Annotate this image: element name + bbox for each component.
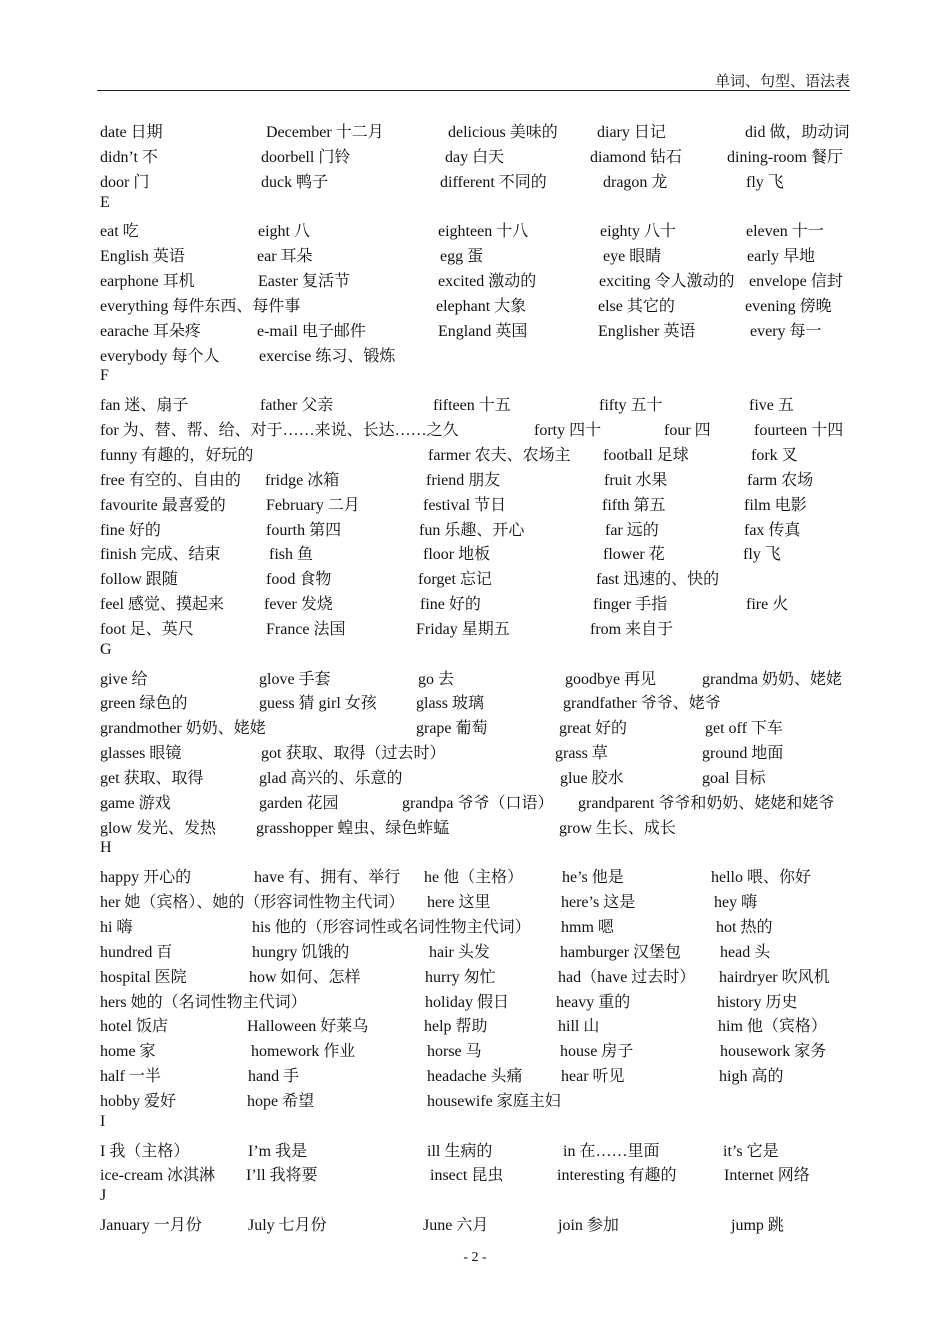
- word-entry: film 电影: [744, 496, 807, 514]
- word-entry: far 远的: [605, 521, 659, 539]
- word-entry: grass 草: [555, 745, 608, 763]
- word-row: [0, 788, 950, 813]
- word-entry: his 他的（形容词性或名词性物主代词）: [252, 919, 531, 936]
- word-entry: head 头: [720, 943, 771, 961]
- word-entry: fridge 冰箱: [265, 471, 340, 489]
- section-letter: E: [100, 193, 110, 211]
- word-entry: fine 好的: [100, 521, 161, 539]
- word-entry: go 去: [418, 670, 455, 688]
- word-entry: grandma 奶奶、姥姥: [702, 670, 842, 688]
- word-entry: favourite 最喜爱的: [100, 496, 226, 514]
- word-row: [0, 962, 950, 987]
- word-entry: garden 花园: [259, 794, 339, 812]
- word-entry: hot 热的: [716, 919, 773, 936]
- word-entry: ill 生病的: [427, 1142, 493, 1160]
- word-entry: exercise 练习、锻炼: [259, 347, 396, 365]
- word-entry: glasses 眼镜: [100, 745, 182, 763]
- word-entry: fast 迅速的、快的: [596, 571, 720, 589]
- word-entry: hair 头发: [429, 943, 490, 961]
- word-entry: ear 耳朵: [257, 248, 313, 266]
- word-entry: dining-room 餐厅: [727, 148, 843, 166]
- word-entry: goodbye 再见: [565, 670, 657, 688]
- word-entry: he 他（主格）: [424, 869, 524, 887]
- word-entry: fax 传真: [744, 521, 801, 539]
- word-entry: grandmother 奶奶、姥姥: [100, 720, 266, 738]
- word-entry: from 来自于: [590, 620, 674, 638]
- word-entry: headache 头痛: [427, 1068, 523, 1086]
- page-number: - 2 -: [463, 1250, 487, 1265]
- word-entry: January 一月份: [100, 1217, 202, 1235]
- word-row: [0, 1160, 950, 1185]
- word-row: [0, 1011, 950, 1036]
- word-entry: jump 跳: [731, 1217, 784, 1235]
- word-entry: horse 马: [427, 1043, 482, 1061]
- word-entry: hotel 饭店: [100, 1018, 168, 1036]
- word-entry: duck 鸭子: [261, 173, 329, 191]
- word-entry: earache 耳朵疼: [100, 322, 201, 340]
- word-row: [0, 1036, 950, 1061]
- word-entry: have 有、拥有、举行: [254, 869, 401, 887]
- word-entry: Friday 星期五: [416, 620, 510, 638]
- word-entry: happy 开心的: [100, 869, 192, 887]
- word-entry: finger 手指: [593, 596, 668, 614]
- word-entry: hairdryer 吹风机: [719, 968, 830, 986]
- word-entry: I 我（主格）: [100, 1142, 190, 1160]
- word-entry: hey 嗨: [714, 894, 758, 912]
- word-entry: I’m 我是: [248, 1142, 308, 1160]
- word-entry: farm 农场: [747, 471, 814, 489]
- word-row: [0, 738, 950, 763]
- word-entry: earphone 耳机: [100, 273, 195, 291]
- word-row: [0, 887, 950, 912]
- word-entry: exciting 令人激动的: [599, 273, 735, 291]
- word-entry: fire 火: [746, 596, 789, 614]
- word-entry: farmer 农夫、农场主: [428, 446, 571, 464]
- word-entry: English 英语: [100, 248, 185, 266]
- word-row: [0, 688, 950, 713]
- word-entry: day 白天: [445, 148, 505, 166]
- word-entry: grape 葡萄: [416, 720, 488, 738]
- word-entry: excited 激动的: [438, 273, 537, 291]
- word-entry: foot 足、英尺: [100, 620, 194, 638]
- word-entry: date 日期: [100, 124, 163, 141]
- word-row: [0, 713, 950, 738]
- section-letter: I: [100, 1112, 106, 1130]
- word-row: [0, 912, 950, 937]
- word-entry: delicious 美味的: [448, 124, 558, 141]
- word-entry: envelope 信封: [749, 273, 843, 291]
- word-entry: holiday 假日: [425, 993, 509, 1011]
- word-entry: half 一半: [100, 1068, 161, 1086]
- word-row: [0, 440, 950, 465]
- word-entry: hill 山: [558, 1018, 600, 1036]
- word-entry: fine 好的: [420, 596, 481, 614]
- word-entry: history 历史: [717, 993, 798, 1011]
- word-row: [0, 1210, 950, 1235]
- word-entry: hand 手: [248, 1068, 300, 1086]
- word-entry: ice-cream 冰淇淋: [100, 1167, 216, 1185]
- word-entry: glass 玻璃: [416, 695, 485, 713]
- word-entry: everything 每件东西、每件事: [100, 297, 301, 315]
- word-row: [0, 987, 950, 1012]
- section-letter-row: [0, 365, 950, 390]
- word-entry: fish 鱼: [269, 546, 314, 564]
- word-row: [0, 266, 950, 291]
- word-entry: glad 高兴的、乐意的: [259, 769, 403, 787]
- word-entry: Englisher 英语: [598, 322, 696, 340]
- word-entry: door 门: [100, 173, 150, 191]
- word-entry: fly 飞: [746, 173, 784, 191]
- section-letter-row: [0, 1111, 950, 1136]
- word-entry: forget 忘记: [418, 571, 492, 589]
- word-entry: eye 眼睛: [603, 248, 662, 266]
- word-entry: eighteen 十八: [438, 223, 529, 241]
- word-row: [0, 216, 950, 241]
- word-entry: diamond 钻石: [590, 148, 682, 166]
- word-entry: home 家: [100, 1043, 156, 1061]
- word-entry: had（have 过去时）: [558, 968, 696, 986]
- word-entry: homework 作业: [251, 1043, 356, 1061]
- word-entry: grandpa 爷爷（口语）: [402, 794, 554, 812]
- word-entry: hmm 嗯: [561, 919, 614, 936]
- word-entry: hers 她的（名词性物主代词）: [100, 993, 307, 1011]
- word-entry: get off 下车: [705, 720, 783, 738]
- word-entry: hear 听见: [561, 1068, 625, 1086]
- word-row: [0, 564, 950, 589]
- word-row: [0, 316, 950, 341]
- word-row: [0, 763, 950, 788]
- word-entry: interesting 有趣的: [557, 1167, 677, 1185]
- word-row: [0, 1061, 950, 1086]
- word-entry: forty 四十: [534, 422, 602, 440]
- word-entry: hamburger 汉堡包: [560, 943, 682, 961]
- word-row: [0, 117, 950, 142]
- word-entry: early 早地: [747, 248, 815, 266]
- word-entry: grasshopper 蝗虫、绿色蚱蜢: [256, 819, 450, 837]
- word-entry: eat 吃: [100, 223, 139, 241]
- word-entry: heavy 重的: [556, 993, 631, 1011]
- word-entry: July 七月份: [248, 1217, 327, 1235]
- word-entry: her 她（宾格）、她的（形容词性物主代词）: [100, 894, 405, 912]
- word-entry: how 如何、怎样: [249, 968, 361, 986]
- word-entry: everybody 每个人: [100, 347, 220, 365]
- word-entry: grandparent 爷爷和奶奶、姥姥和姥爷: [578, 794, 835, 812]
- word-entry: fruit 水果: [604, 471, 668, 489]
- word-entry: it’s 它是: [723, 1142, 779, 1160]
- word-entry: fan 迷、扇子: [100, 397, 189, 415]
- word-entry: got 获取、取得（过去时）: [261, 745, 446, 763]
- word-entry: elephant 大象: [436, 297, 527, 315]
- word-entry: fifteen 十五: [433, 397, 511, 415]
- section-letter-row: [0, 1185, 950, 1210]
- word-entry: housework 家务: [720, 1043, 827, 1061]
- word-entry: feel 感觉、摸起来: [100, 596, 224, 614]
- word-entry: didn’t 不: [100, 148, 158, 166]
- word-entry: eighty 八十: [600, 223, 676, 241]
- header-title: 单词、句型、语法表: [714, 74, 850, 90]
- word-entry: France 法国: [266, 620, 346, 638]
- word-row: [0, 241, 950, 266]
- word-entry: fly 飞: [743, 546, 781, 564]
- word-row: [0, 813, 950, 838]
- word-entry: hello 喂、你好: [711, 869, 811, 887]
- word-entry: here 这里: [427, 894, 491, 912]
- word-entry: egg 蛋: [440, 248, 484, 266]
- word-entry: fifth 第五: [602, 496, 666, 514]
- word-entry: football 足球: [603, 446, 689, 464]
- word-entry: fever 发烧: [264, 596, 333, 614]
- word-entry: England 英国: [438, 322, 528, 340]
- word-entry: else 其它的: [598, 297, 675, 315]
- word-entry: Easter 复活节: [258, 273, 350, 291]
- word-entry: different 不同的: [440, 173, 547, 191]
- word-entry: June 六月: [423, 1217, 489, 1235]
- word-entry: goal 目标: [702, 769, 766, 787]
- word-entry: doorbell 门铃: [261, 148, 351, 166]
- page-header: [97, 68, 850, 91]
- word-row: [0, 862, 950, 887]
- section-letter: H: [100, 839, 112, 857]
- word-entry: Internet 网络: [724, 1167, 810, 1185]
- word-entry: him 他（宾格）: [718, 1018, 827, 1036]
- word-entry: floor 地板: [423, 546, 491, 564]
- word-row: [0, 415, 950, 440]
- word-row: [0, 1086, 950, 1111]
- section-letter: G: [100, 640, 112, 658]
- word-entry: glove 手套: [259, 670, 331, 688]
- word-entry: finish 完成、结束: [100, 546, 221, 564]
- word-entry: fourteen 十四: [754, 422, 844, 440]
- word-entry: festival 节日: [423, 496, 507, 514]
- word-entry: free 有空的、自由的: [100, 471, 241, 489]
- word-entry: for 为、替、帮、给、对于……来说、长达……之久: [100, 422, 459, 440]
- word-entry: five 五: [749, 397, 794, 415]
- word-entry: house 房子: [560, 1043, 634, 1061]
- word-row: [0, 664, 950, 689]
- word-entry: friend 朋友: [426, 471, 501, 489]
- word-entry: follow 跟随: [100, 571, 178, 589]
- word-entry: glow 发光、发热: [100, 819, 217, 837]
- word-entry: green 绿色的: [100, 695, 188, 713]
- word-entry: every 每一: [750, 322, 822, 340]
- word-entry: funny 有趣的，好玩的: [100, 446, 254, 464]
- section-letter-row: [0, 192, 950, 217]
- word-entry: eleven 十一: [746, 223, 824, 241]
- word-row: [0, 539, 950, 564]
- word-entry: here’s 这是: [561, 894, 636, 912]
- word-entry: food 食物: [266, 571, 332, 589]
- word-row: [0, 465, 950, 490]
- word-entry: hospital 医院: [100, 968, 187, 986]
- word-entry: hi 嗨: [100, 919, 133, 936]
- word-row: [0, 142, 950, 167]
- word-entry: flower 花: [603, 546, 665, 564]
- section-letter: F: [100, 367, 109, 385]
- word-entry: Halloween 好莱乌: [247, 1018, 369, 1036]
- word-entry: diary 日记: [597, 124, 666, 141]
- word-row: [0, 515, 950, 540]
- word-entry: I’ll 我将要: [246, 1167, 318, 1185]
- word-row: [0, 341, 950, 366]
- word-entry: insect 昆虫: [430, 1167, 504, 1185]
- section-letter: J: [100, 1187, 107, 1205]
- word-entry: game 游戏: [100, 794, 171, 812]
- word-entry: housewife 家庭主妇: [427, 1092, 561, 1110]
- word-entry: hobby 爱好: [100, 1092, 177, 1110]
- word-entry: great 好的: [559, 720, 627, 738]
- word-entry: he’s 他是: [562, 869, 624, 887]
- word-entry: glue 胶水: [560, 769, 624, 787]
- word-row: [0, 614, 950, 639]
- word-entry: grow 生长、成长: [559, 819, 676, 837]
- word-entry: hungry 饥饿的: [252, 943, 350, 961]
- word-entry: join 参加: [558, 1217, 619, 1235]
- word-row: [0, 937, 950, 962]
- word-entry: high 高的: [719, 1068, 784, 1086]
- section-letter-row: [0, 639, 950, 664]
- word-entry: hurry 匆忙: [425, 968, 496, 986]
- word-entry: hundred 百: [100, 943, 173, 961]
- word-entry: e-mail 电子邮件: [257, 322, 366, 340]
- word-entry: guess 猜 girl 女孩: [259, 695, 377, 713]
- word-row: [0, 490, 950, 515]
- word-entry: dragon 龙: [603, 173, 668, 191]
- word-entry: February 二月: [266, 496, 360, 514]
- vocabulary-list: [0, 117, 950, 1235]
- word-entry: give 给: [100, 670, 148, 688]
- word-row: [0, 167, 950, 192]
- word-entry: ground 地面: [702, 745, 784, 763]
- word-entry: get 获取、取得: [100, 769, 204, 787]
- word-entry: father 父亲: [260, 397, 334, 415]
- word-entry: four 四: [664, 422, 711, 440]
- section-letter-row: [0, 837, 950, 862]
- word-entry: hope 希望: [247, 1092, 315, 1110]
- word-entry: fourth 第四: [266, 521, 342, 539]
- word-row: [0, 589, 950, 614]
- word-entry: help 帮助: [424, 1018, 488, 1036]
- word-entry: did 做，助动词: [745, 124, 850, 141]
- word-entry: December 十二月: [266, 124, 384, 141]
- word-entry: in 在……里面: [563, 1142, 660, 1160]
- word-entry: fifty 五十: [599, 397, 663, 415]
- word-entry: grandfather 爷爷、姥爷: [563, 695, 721, 713]
- word-entry: fun 乐趣、开心: [419, 521, 525, 539]
- word-row: [0, 1136, 950, 1161]
- word-entry: fork 叉: [751, 446, 798, 464]
- word-entry: evening 傍晚: [745, 297, 832, 315]
- word-row: [0, 291, 950, 316]
- word-row: [0, 390, 950, 415]
- word-entry: eight 八: [258, 223, 310, 241]
